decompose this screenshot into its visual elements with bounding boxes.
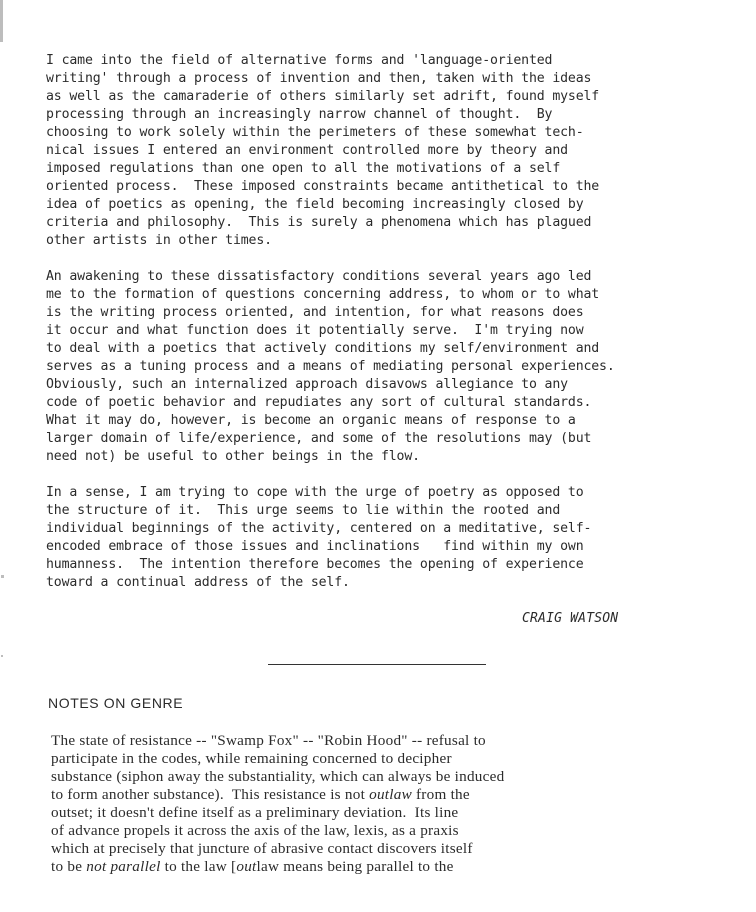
author-signature: CRAIG WATSON (522, 611, 619, 626)
text-line: What it may do, however, is become an organic means of response to a (46, 413, 576, 428)
text-line: is the writing process oriented, and intention, for what reasons does (46, 305, 584, 320)
text-line: as well as the camaraderie of others similarly set adrift, found myself (46, 89, 600, 104)
essay-paragraph-3 (46, 484, 746, 592)
essay-paragraph-2 (46, 268, 746, 466)
text-run: substance (siphon away the substantiality, which can always be induced (51, 768, 505, 785)
text-line (51, 786, 751, 804)
text-line: processing through an increasingly narrow channel of thought. By (46, 107, 553, 122)
text-line: nical issues I entered an environment controlled more by theory and (46, 143, 568, 158)
text-line: serves as a tuning process and a means of mediating personal experiences. (46, 359, 615, 374)
italic-run: out (236, 858, 257, 875)
text-line: code of poetic behavior and repudiates any sort of cultural standards. (46, 395, 592, 410)
scan-edge-mark-left-2 (1, 655, 3, 657)
notes-body (51, 732, 751, 876)
text-line: to deal with a poetics that actively conditions my self/environment and (46, 341, 600, 356)
text-line (51, 804, 751, 822)
text-line (51, 858, 751, 876)
text-line: writing' through a process of invention and then, taken with the ideas (46, 71, 592, 86)
text-run: to the law [ (160, 858, 237, 875)
text-line (51, 822, 751, 840)
text-line: individual beginnings of the activity, centered on a meditative, self- (46, 521, 592, 536)
text-line (51, 840, 751, 858)
section-divider (268, 664, 486, 665)
text-line: me to the formation of questions concerning address, to whom or to what (46, 287, 600, 302)
essay-body (46, 52, 746, 610)
text-line: criteria and philosophy. This is surely a phenomena which has plagued (46, 215, 592, 230)
text-line: I came into the field of alternative forms and 'language-oriented (46, 53, 553, 68)
text-line: it occur and what function does it potentially serve. I'm trying now (46, 323, 584, 338)
text-line: idea of poetics as opening, the field becoming increasingly closed by (46, 197, 584, 212)
text-run: to be (51, 858, 87, 875)
scan-edge-mark-top (0, 0, 3, 42)
text-line: In a sense, I am trying to cope with the urge of poetry as opposed to (46, 485, 584, 500)
text-line: oriented process. These imposed constraints became antithetical to the (46, 179, 600, 194)
text-run: from the (411, 786, 470, 803)
text-run: law means being parallel to the (256, 858, 454, 875)
text-run: which at precisely that juncture of abrasive contact discovers itself (51, 840, 473, 857)
text-run: The state of resistance -- "Swamp Fox" -- "Robin Hood" -- refusal to (51, 732, 486, 749)
text-run: participate in the codes, while remaining concerned to decipher (51, 750, 452, 767)
text-run: to form another substance). This resistance is not (51, 786, 370, 803)
text-line: encoded embrace of those issues and inclinations find within my own (46, 539, 584, 554)
text-line (51, 750, 751, 768)
italic-run: not parallel (86, 858, 161, 875)
essay-paragraph-1 (46, 52, 746, 250)
text-run: outset; it doesn't define itself as a preliminary deviation. Its line (51, 804, 459, 821)
section-heading: NOTES ON GENRE (48, 695, 184, 711)
text-line (51, 768, 751, 786)
text-line: the structure of it. This urge seems to lie within the rooted and (46, 503, 561, 518)
scan-edge-mark-left (1, 575, 4, 578)
text-line: toward a continual address of the self. (46, 575, 350, 590)
text-line: imposed regulations than one open to all the motivations of a self (46, 161, 561, 176)
text-line: need not) be useful to other beings in the flow. (46, 449, 420, 464)
text-line: humanness. The intention therefore becomes the opening of experience (46, 557, 584, 572)
text-line: larger domain of life/experience, and some of the resolutions may (but (46, 431, 592, 446)
text-run: of advance propels it across the axis of the law, lexis, as a praxis (51, 822, 459, 839)
text-line: choosing to work solely within the perimeters of these somewhat tech- (46, 125, 584, 140)
text-line: An awakening to these dissatisfactory conditions several years ago led (46, 269, 592, 284)
text-line (51, 732, 751, 750)
text-line: other artists in other times. (46, 233, 272, 248)
text-line: Obviously, such an internalized approach disavows allegiance to any (46, 377, 568, 392)
italic-run: outlaw (369, 786, 412, 803)
